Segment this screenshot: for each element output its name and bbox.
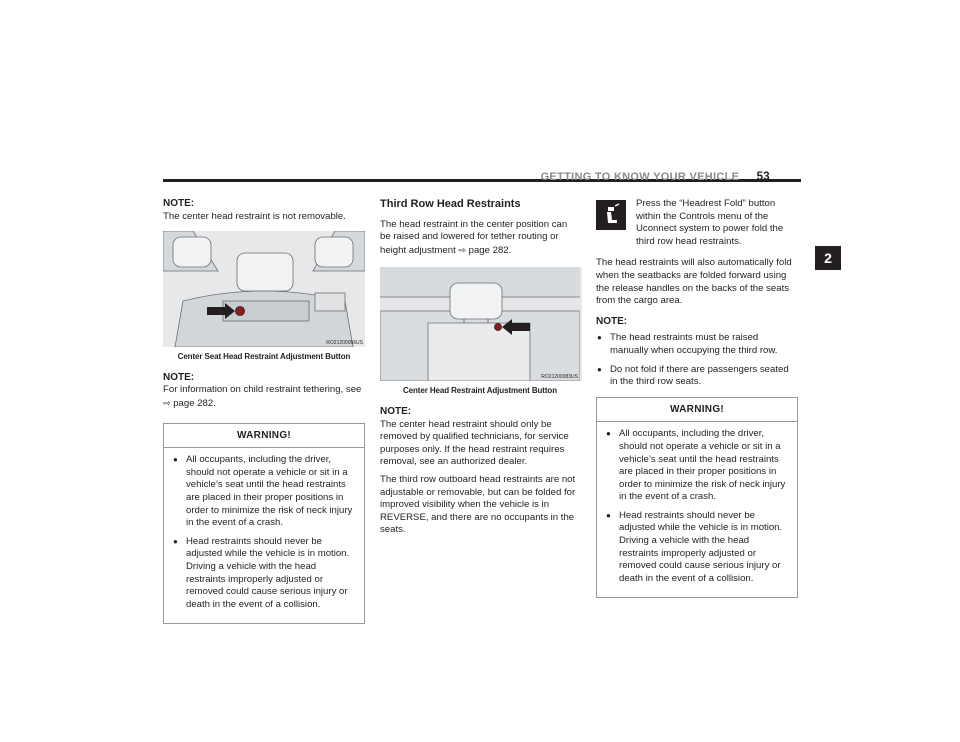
warning-box: [163, 423, 365, 625]
page-number: 53: [756, 171, 770, 183]
intro-text: The head restraint in the center position can be raised and lowered for tether routing or height adjustment ⇨ page 282.: [380, 218, 568, 256]
headrest-illustration: [163, 231, 365, 347]
figure-code: RO21200083US: [541, 374, 578, 381]
note-list: [596, 332, 798, 388]
column-1: [163, 198, 365, 624]
warning-item: ● All occupants, including the driver, should not operate a vehicle or sit in a vehicle’s seat until the head restraints are placed in their proper positions in order to minimize the risk of neck injury in the event of a crash.: [605, 428, 789, 504]
figure-caption: Center Seat Head Restraint Adjustment Button: [177, 352, 351, 362]
warning-title: WARNING!: [164, 424, 364, 449]
note-text: The center head restraint is not removable.: [163, 210, 346, 222]
headrest-fold-instruction: [596, 198, 798, 253]
icon-description: Press the “Headrest Fold” button within the Controls menu of the Uconnect system to power fold the third row head restraints.: [636, 198, 784, 247]
reference-arrow-icon: ⇨: [163, 397, 171, 408]
note-label: NOTE:: [163, 198, 195, 209]
running-header: [541, 171, 770, 183]
figure-center-seat-headrest: [163, 231, 365, 347]
warning-item: ● Head restraints should never be adjusted while the vehicle is in motion. Driving a vehicle with the head restraints improperly adjusted or removed could cause serious injury or death in the event of a collision.: [605, 510, 789, 586]
list-item: ● Do not fold if there are passengers seated in the third row seats.: [596, 364, 798, 389]
column-3: [596, 198, 798, 598]
headrest-fold-icon: [596, 200, 626, 230]
warning-box: [596, 397, 798, 599]
body-paragraph: The third row outboard head restraints are not adjustable or removable, but can be folded for improved visibility when the vehicle is in REVERSE, and there are no occupants in the seats.: [380, 473, 576, 536]
third-row-headrest-illustration: [380, 267, 580, 381]
column-2: [380, 198, 580, 542]
warning-item: ● All occupants, including the driver, should not operate a vehicle or sit in a vehicle’s seat until the head restraints are placed in their proper positions in order to minimize the risk of neck injury in the event of a crash.: [172, 454, 356, 530]
header-section-title: GETTING TO KNOW YOUR VEHICLE: [540, 171, 740, 183]
note-label: NOTE:: [163, 371, 195, 383]
warning-item: ● Head restraints should never be adjusted while the vehicle is in motion. Driving a vehicle with the head restraints improperly adjusted or removed could cause serious injury or death in the event of a collision.: [172, 536, 356, 612]
body-paragraph: The head restraints will also automatically fold when the seatbacks are folded forward using the release handles on the backs of the seats from the cargo area.: [596, 257, 792, 307]
figure-caption: Center Head Restraint Adjustment Button: [402, 386, 558, 396]
page-reference-link[interactable]: ⇨ page 282.: [458, 244, 512, 256]
page-reference-link[interactable]: ⇨ page 282.: [163, 397, 216, 409]
note-label: NOTE:: [380, 405, 412, 417]
section-heading: Third Row Head Restraints: [380, 198, 521, 210]
note-text: For information on child restraint tethering, see ⇨ page 282.: [163, 384, 362, 409]
note-label: NOTE:: [596, 315, 628, 327]
note-text: The center head restraint should only be removed by qualified technicians, for service purposes only. If the head restraint requires removal, see an authorized dealer.: [380, 418, 569, 468]
figure-third-row-headrest: [380, 267, 582, 381]
warning-title: WARNING!: [597, 398, 797, 423]
chapter-tab: 2: [815, 246, 841, 270]
figure-code: RO21200056US: [326, 340, 363, 347]
reference-arrow-icon: ⇨: [458, 244, 466, 255]
list-item: ● The head restraints must be raised manually when occupying the third row.: [596, 332, 798, 357]
